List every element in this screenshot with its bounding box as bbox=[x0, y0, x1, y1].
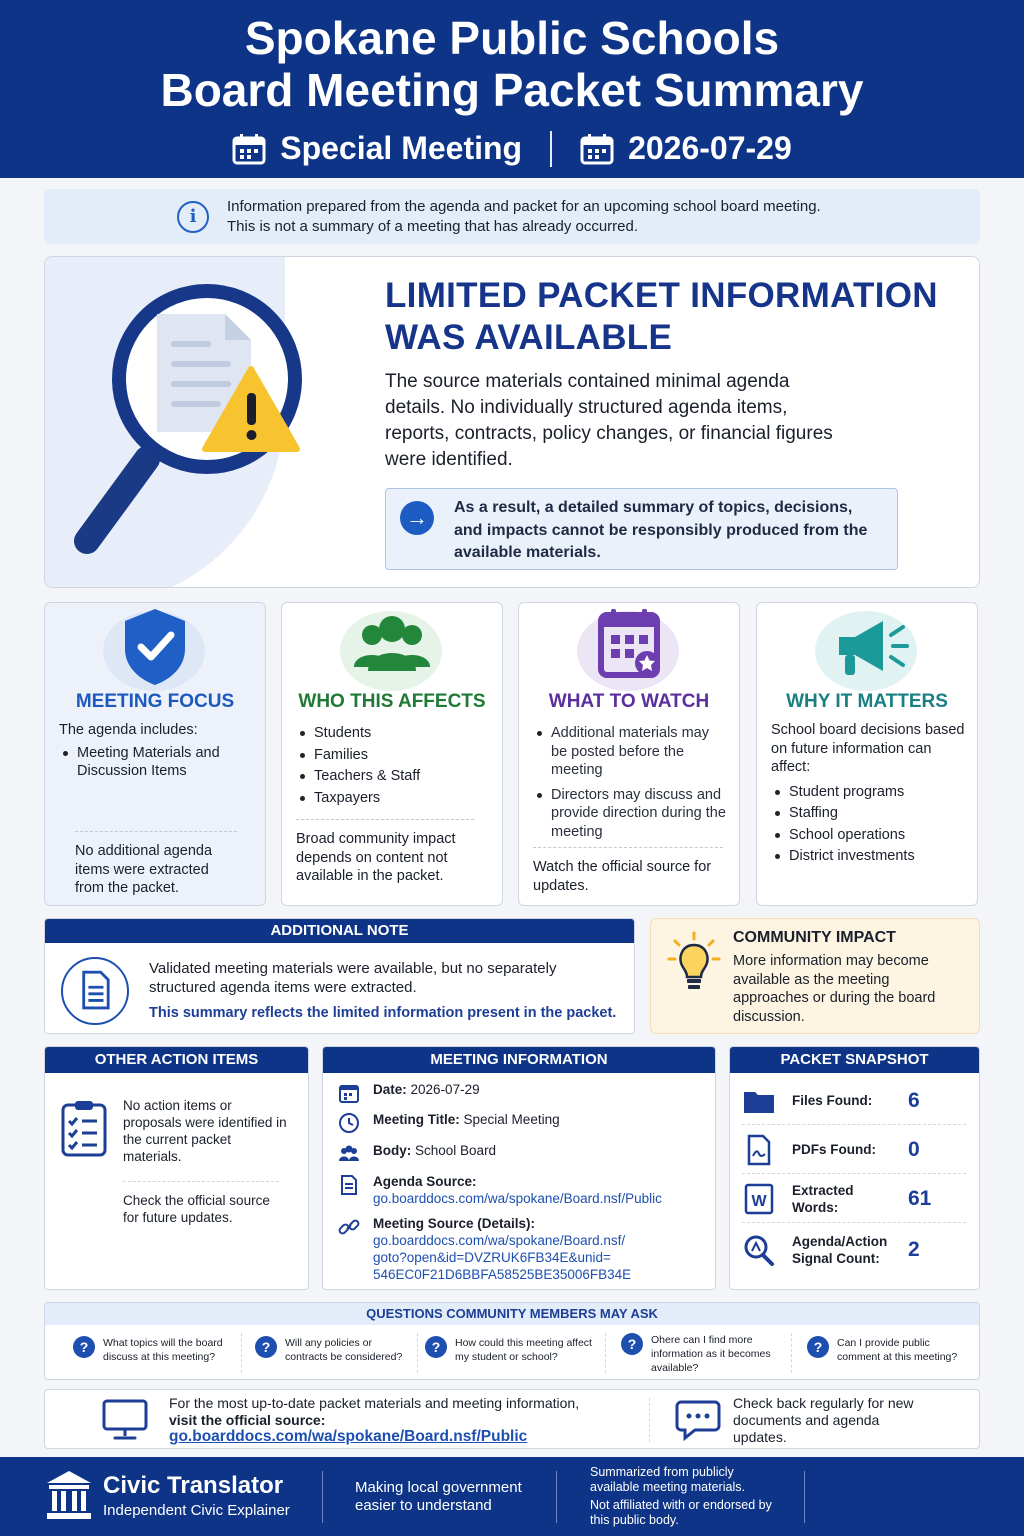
divider bbox=[649, 1398, 650, 1442]
divider bbox=[322, 1471, 323, 1523]
list-item: School operations bbox=[771, 826, 967, 845]
card-body bbox=[771, 721, 967, 866]
divider bbox=[550, 131, 552, 167]
date-label: Date: bbox=[373, 1082, 407, 1097]
words-count: 61 bbox=[908, 1186, 932, 1210]
clipboard-checklist-icon bbox=[59, 1099, 109, 1157]
details-source-row bbox=[337, 1215, 631, 1283]
computer-monitor-icon bbox=[101, 1398, 149, 1442]
card-title: WHAT TO WATCH bbox=[548, 691, 710, 712]
source-text bbox=[169, 1395, 579, 1429]
question-item bbox=[621, 1333, 791, 1375]
body-row bbox=[337, 1142, 496, 1166]
body-label: Body: bbox=[373, 1143, 412, 1158]
question-item bbox=[425, 1336, 595, 1364]
lightbulb-icon bbox=[667, 931, 721, 995]
section-header: OTHER ACTION ITEMS bbox=[45, 1047, 308, 1073]
list-item: Taxpayers bbox=[296, 789, 492, 808]
section-header: PACKET SNAPSHOT bbox=[730, 1047, 979, 1073]
community-text: More information may become available as the meeting approaches or during the board discussion. bbox=[733, 953, 936, 1025]
question-icon: ? bbox=[807, 1336, 829, 1358]
question-text: Will any policies or contracts be considered? bbox=[285, 1337, 403, 1363]
pdfs-found-row bbox=[742, 1126, 966, 1174]
page-title-line1: Spokane Public Schools bbox=[244, 12, 780, 64]
question-text: How could this meeting affect my student or school? bbox=[455, 1337, 592, 1363]
divider bbox=[417, 1333, 418, 1373]
info-icon: i bbox=[177, 201, 209, 233]
card-body bbox=[296, 721, 492, 807]
calendar-icon bbox=[232, 133, 266, 165]
meeting-date: 2026-07-29 bbox=[628, 130, 792, 166]
question-item bbox=[255, 1336, 415, 1364]
title-label: Meeting Title: bbox=[373, 1112, 460, 1127]
signal-label: Agenda/Action Signal Count: bbox=[792, 1234, 888, 1266]
divider bbox=[804, 1471, 805, 1523]
limited-info-card bbox=[44, 256, 980, 588]
list-item: Staffing bbox=[771, 804, 967, 823]
section-header: MEETING INFORMATION bbox=[323, 1047, 715, 1073]
calendar-icon bbox=[337, 1081, 361, 1105]
official-source-bar bbox=[44, 1389, 980, 1449]
details-source-link[interactable] bbox=[373, 1233, 631, 1282]
what-to-watch-card bbox=[518, 602, 740, 906]
question-text: What topics will the board discuss at this meeting? bbox=[103, 1337, 223, 1363]
callout-text: As a result, a detailed summary of topics, decisions, and impacts cannot be responsibly produced from the available materials. bbox=[454, 499, 868, 561]
hero-callout bbox=[385, 488, 898, 570]
brand-tagline: Independent Civic Explainer bbox=[103, 1502, 290, 1519]
affects-list bbox=[296, 724, 492, 807]
question-item bbox=[73, 1336, 233, 1364]
info-line1: Information prepared from the agenda and packet for an upcoming school board meeting. bbox=[227, 197, 821, 215]
footer bbox=[0, 1457, 1024, 1536]
focus-list bbox=[59, 744, 255, 781]
additional-note bbox=[44, 918, 635, 1034]
agenda-source-row bbox=[337, 1173, 662, 1207]
list-item: Directors may discuss and provide direction during the meeting bbox=[533, 786, 729, 842]
list-item: Meeting Materials and Discussion Items bbox=[59, 744, 255, 781]
question-text: Ohere can I find more information as it becomes available? bbox=[651, 1334, 771, 1374]
source-line1: For the most up-to-date packet materials and meeting information, bbox=[169, 1395, 580, 1411]
info-banner bbox=[44, 189, 980, 244]
extracted-words-row bbox=[742, 1175, 966, 1223]
word-document-icon bbox=[742, 1183, 776, 1215]
list-item: Families bbox=[296, 746, 492, 765]
details-label: Meeting Source (Details): bbox=[373, 1216, 536, 1231]
signal-count-row bbox=[742, 1224, 966, 1276]
divider bbox=[556, 1471, 557, 1523]
hero-title-line1: LIMITED PACKET INFORMATION bbox=[385, 276, 938, 315]
note-text: Validated meeting materials were available, but no separately structured agenda items were extracted. bbox=[149, 960, 557, 996]
card-body bbox=[533, 721, 729, 841]
card-title: WHY IT MATTERS bbox=[786, 691, 948, 712]
snapshot-label bbox=[792, 1141, 902, 1158]
matters-list bbox=[771, 783, 967, 866]
note-emphasis: This summary reflects the limited information present in the packet. bbox=[149, 1005, 617, 1021]
action-items-text: No action items or proposals were identified in the current packet materials. bbox=[123, 1098, 287, 1164]
mission-text: Making local government easier to understand bbox=[355, 1479, 522, 1514]
who-affects-card bbox=[281, 602, 503, 906]
brand-name: Civic Translator bbox=[103, 1472, 284, 1499]
files-count: 6 bbox=[908, 1088, 920, 1112]
question-icon: ? bbox=[621, 1333, 643, 1355]
card-intro: School board decisions based on future information can affect: bbox=[771, 722, 965, 775]
footer-note1: Summarized from publicly available meeting materials. bbox=[590, 1465, 745, 1494]
card-intro: The agenda includes: bbox=[59, 722, 198, 738]
action-items-footer: Check the official source for future updates. bbox=[123, 1181, 279, 1226]
divider bbox=[241, 1333, 242, 1373]
files-found-row bbox=[742, 1077, 966, 1125]
watch-list bbox=[533, 724, 729, 841]
list-item: District investments bbox=[771, 847, 967, 866]
clock-icon bbox=[337, 1111, 361, 1135]
snapshot-label bbox=[792, 1092, 902, 1109]
link-icon bbox=[337, 1215, 361, 1239]
info-line2: This is not a summary of a meeting that has already occurred. bbox=[227, 217, 639, 235]
hero-title-line2: WAS AVAILABLE bbox=[385, 318, 673, 357]
question-icon: ? bbox=[73, 1336, 95, 1358]
people-icon bbox=[337, 1142, 361, 1166]
card-footer: No additional agenda items were extracted from the packet. bbox=[75, 831, 237, 898]
title-value: Special Meeting bbox=[463, 1112, 560, 1127]
page-title-line2: Board Meeting Packet Summary bbox=[160, 64, 864, 116]
details-link-line3: 546EC0F21D6BBFA58525BE35006FB34E bbox=[373, 1267, 632, 1282]
list-item: Teachers & Staff bbox=[296, 767, 492, 786]
calendar-star-icon bbox=[579, 605, 679, 689]
check-back-text: Check back regularly for new documents and agenda updates. bbox=[733, 1395, 914, 1445]
date-row bbox=[337, 1081, 480, 1105]
snapshot-label bbox=[792, 1233, 902, 1267]
page-header bbox=[0, 0, 1024, 178]
chat-bubble-icon bbox=[675, 1398, 721, 1442]
document-icon bbox=[61, 957, 129, 1025]
details-link-line2: goto?open&id=DVZRUK6FB34E&unid= bbox=[373, 1250, 611, 1265]
signal-count: 2 bbox=[908, 1238, 920, 1261]
calendar-date-icon bbox=[580, 133, 614, 165]
people-group-icon bbox=[342, 605, 442, 689]
list-item: Additional materials may be posted before the meeting bbox=[533, 724, 729, 780]
source-line2: visit the official source: bbox=[169, 1412, 326, 1428]
folder-icon bbox=[742, 1086, 776, 1116]
files-label: Files Found: bbox=[792, 1093, 873, 1108]
details-link-line1: go.boarddocs.com/wa/spokane/Board.nsf/ bbox=[373, 1233, 626, 1248]
snapshot-label bbox=[792, 1182, 902, 1216]
agenda-label: Agenda Source: bbox=[373, 1174, 477, 1189]
pdfs-count: 0 bbox=[908, 1137, 920, 1161]
megaphone-icon bbox=[817, 605, 917, 689]
meeting-focus-card bbox=[44, 602, 266, 906]
question-icon: ? bbox=[425, 1336, 447, 1358]
card-footer: Watch the official source for updates. bbox=[533, 847, 723, 895]
arrow-right-icon: → bbox=[400, 501, 434, 535]
community-title: COMMUNITY IMPACT bbox=[733, 929, 896, 946]
card-title: MEETING FOCUS bbox=[75, 691, 235, 712]
magnifier-warning-icon bbox=[59, 279, 349, 569]
date-value: 2026-07-29 bbox=[410, 1082, 480, 1097]
divider bbox=[605, 1333, 606, 1373]
search-icon bbox=[742, 1234, 776, 1266]
why-it-matters-card bbox=[756, 602, 978, 906]
question-item bbox=[807, 1336, 967, 1364]
body-value: School Board bbox=[415, 1143, 497, 1158]
divider bbox=[791, 1333, 792, 1373]
meeting-information bbox=[322, 1046, 716, 1290]
shield-check-icon bbox=[105, 605, 205, 689]
svg-text:W: W bbox=[751, 1192, 767, 1210]
community-impact bbox=[650, 918, 980, 1034]
other-action-items bbox=[44, 1046, 309, 1290]
question-icon: ? bbox=[255, 1336, 277, 1358]
hero-title bbox=[385, 275, 938, 359]
section-header: ADDITIONAL NOTE bbox=[45, 919, 634, 943]
title-row bbox=[337, 1111, 560, 1135]
section-header: QUESTIONS COMMUNITY MEMBERS MAY ASK bbox=[45, 1303, 979, 1325]
community-questions bbox=[44, 1302, 980, 1380]
card-title: WHO THIS AFFECTS bbox=[298, 691, 486, 712]
agenda-source-link[interactable]: go.boarddocs.com/wa/spokane/Board.nsf/Public bbox=[373, 1191, 662, 1206]
card-body bbox=[59, 721, 255, 781]
hero-description: The source materials contained minimal agenda details. No individually structured agenda items, reports, contracts, policy changes, or financial figures were identified. bbox=[385, 371, 833, 470]
list-item: Student programs bbox=[771, 783, 967, 802]
list-item: Students bbox=[296, 724, 492, 743]
question-text: Can I provide public comment at this meeting? bbox=[837, 1337, 958, 1363]
card-footer: Broad community impact depends on content not available in the packet. bbox=[296, 819, 474, 886]
pdfs-label: PDFs Found: bbox=[792, 1142, 876, 1157]
document-icon bbox=[337, 1173, 361, 1197]
packet-snapshot bbox=[729, 1046, 980, 1290]
meeting-subtitle bbox=[0, 130, 1024, 167]
building-columns-icon bbox=[44, 1469, 94, 1521]
words-label: Extracted Words: bbox=[792, 1182, 854, 1215]
footer-note2: Not affiliated with or endorsed by this public body. bbox=[590, 1498, 772, 1527]
official-source-link[interactable]: go.boarddocs.com/wa/spokane/Board.nsf/Public bbox=[169, 1428, 528, 1445]
meeting-type: Special Meeting bbox=[280, 130, 523, 166]
pdf-file-icon bbox=[742, 1134, 776, 1166]
